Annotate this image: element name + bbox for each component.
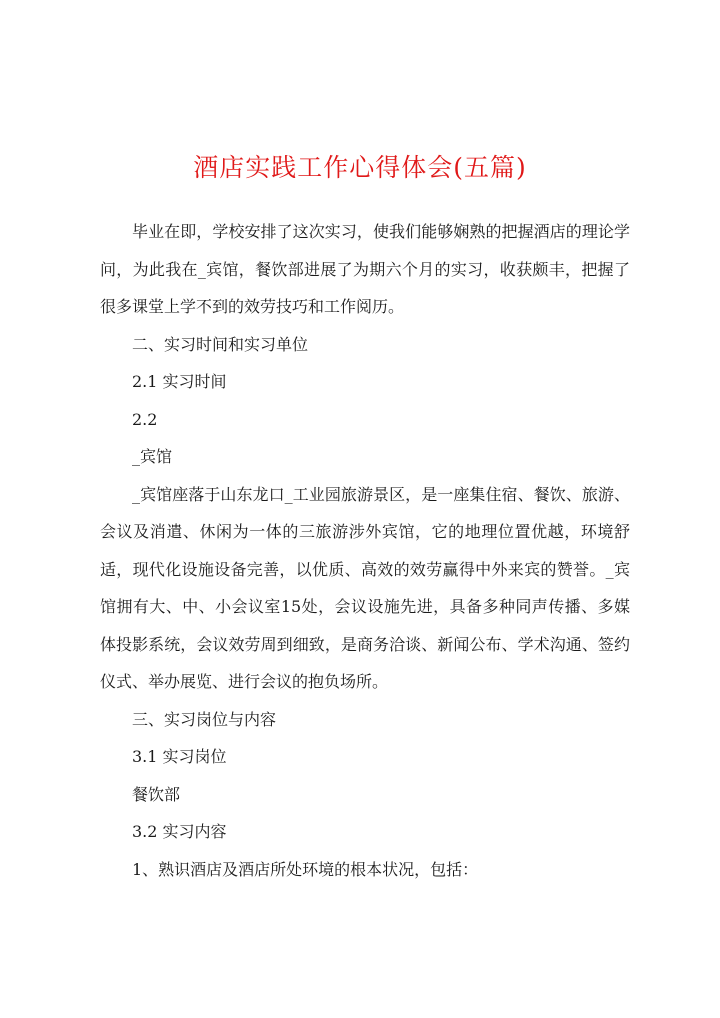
paragraph-department: 餐饮部 (132, 784, 181, 804)
paragraph-hotel-description: _宾馆座落于山东龙口_工业园旅游景区，是一座集住宿、餐饮、旅游、会议及消遣、休闲为一体的三旅游涉外宾馆，它的地理位置优越，环境舒适，现代化设施设备完善，以优质、高效的效劳赢得中外来宾的赞誉。_宾馆拥有大、中、小会议室15处，会议设施先进，具备多种同声传播、多媒体投影系统，会议效劳周到细致，是商务洽谈、新闻公布、学术沟通、签约仪式、举办展览、进行会议的抱负场所。 (100, 484, 630, 691)
paragraph-hotel-name: _宾馆 (132, 447, 173, 466)
section-heading-position-content: 三、实习岗位与内容 (132, 709, 277, 729)
paragraph-list-item-1: 1、熟识酒店及酒店所处环境的根本状况，包括： (132, 859, 479, 879)
document-body (100, 213, 630, 888)
section-heading-internship-time-unit: 二、实习时间和实习单位 (132, 334, 309, 354)
document-title: 酒店实践工作心得体会(五篇) (193, 153, 527, 182)
subheading-internship-content: 3.2 实习内容 (132, 822, 227, 841)
paragraph-intro: 毕业在即，学校安排了这次实习，使我们能够娴熟的把握酒店的理论学问，为此我在_宾馆，餐饮部进展了为期六个月的实习，收获颇丰，把握了很多课堂上学不到的效劳技巧和工作阅历。 (100, 222, 630, 316)
subheading-2-2: 2.2 (132, 409, 158, 429)
subheading-internship-position: 3.1 实习岗位 (132, 747, 227, 766)
subheading-internship-time: 2.1 实习时间 (132, 372, 227, 391)
